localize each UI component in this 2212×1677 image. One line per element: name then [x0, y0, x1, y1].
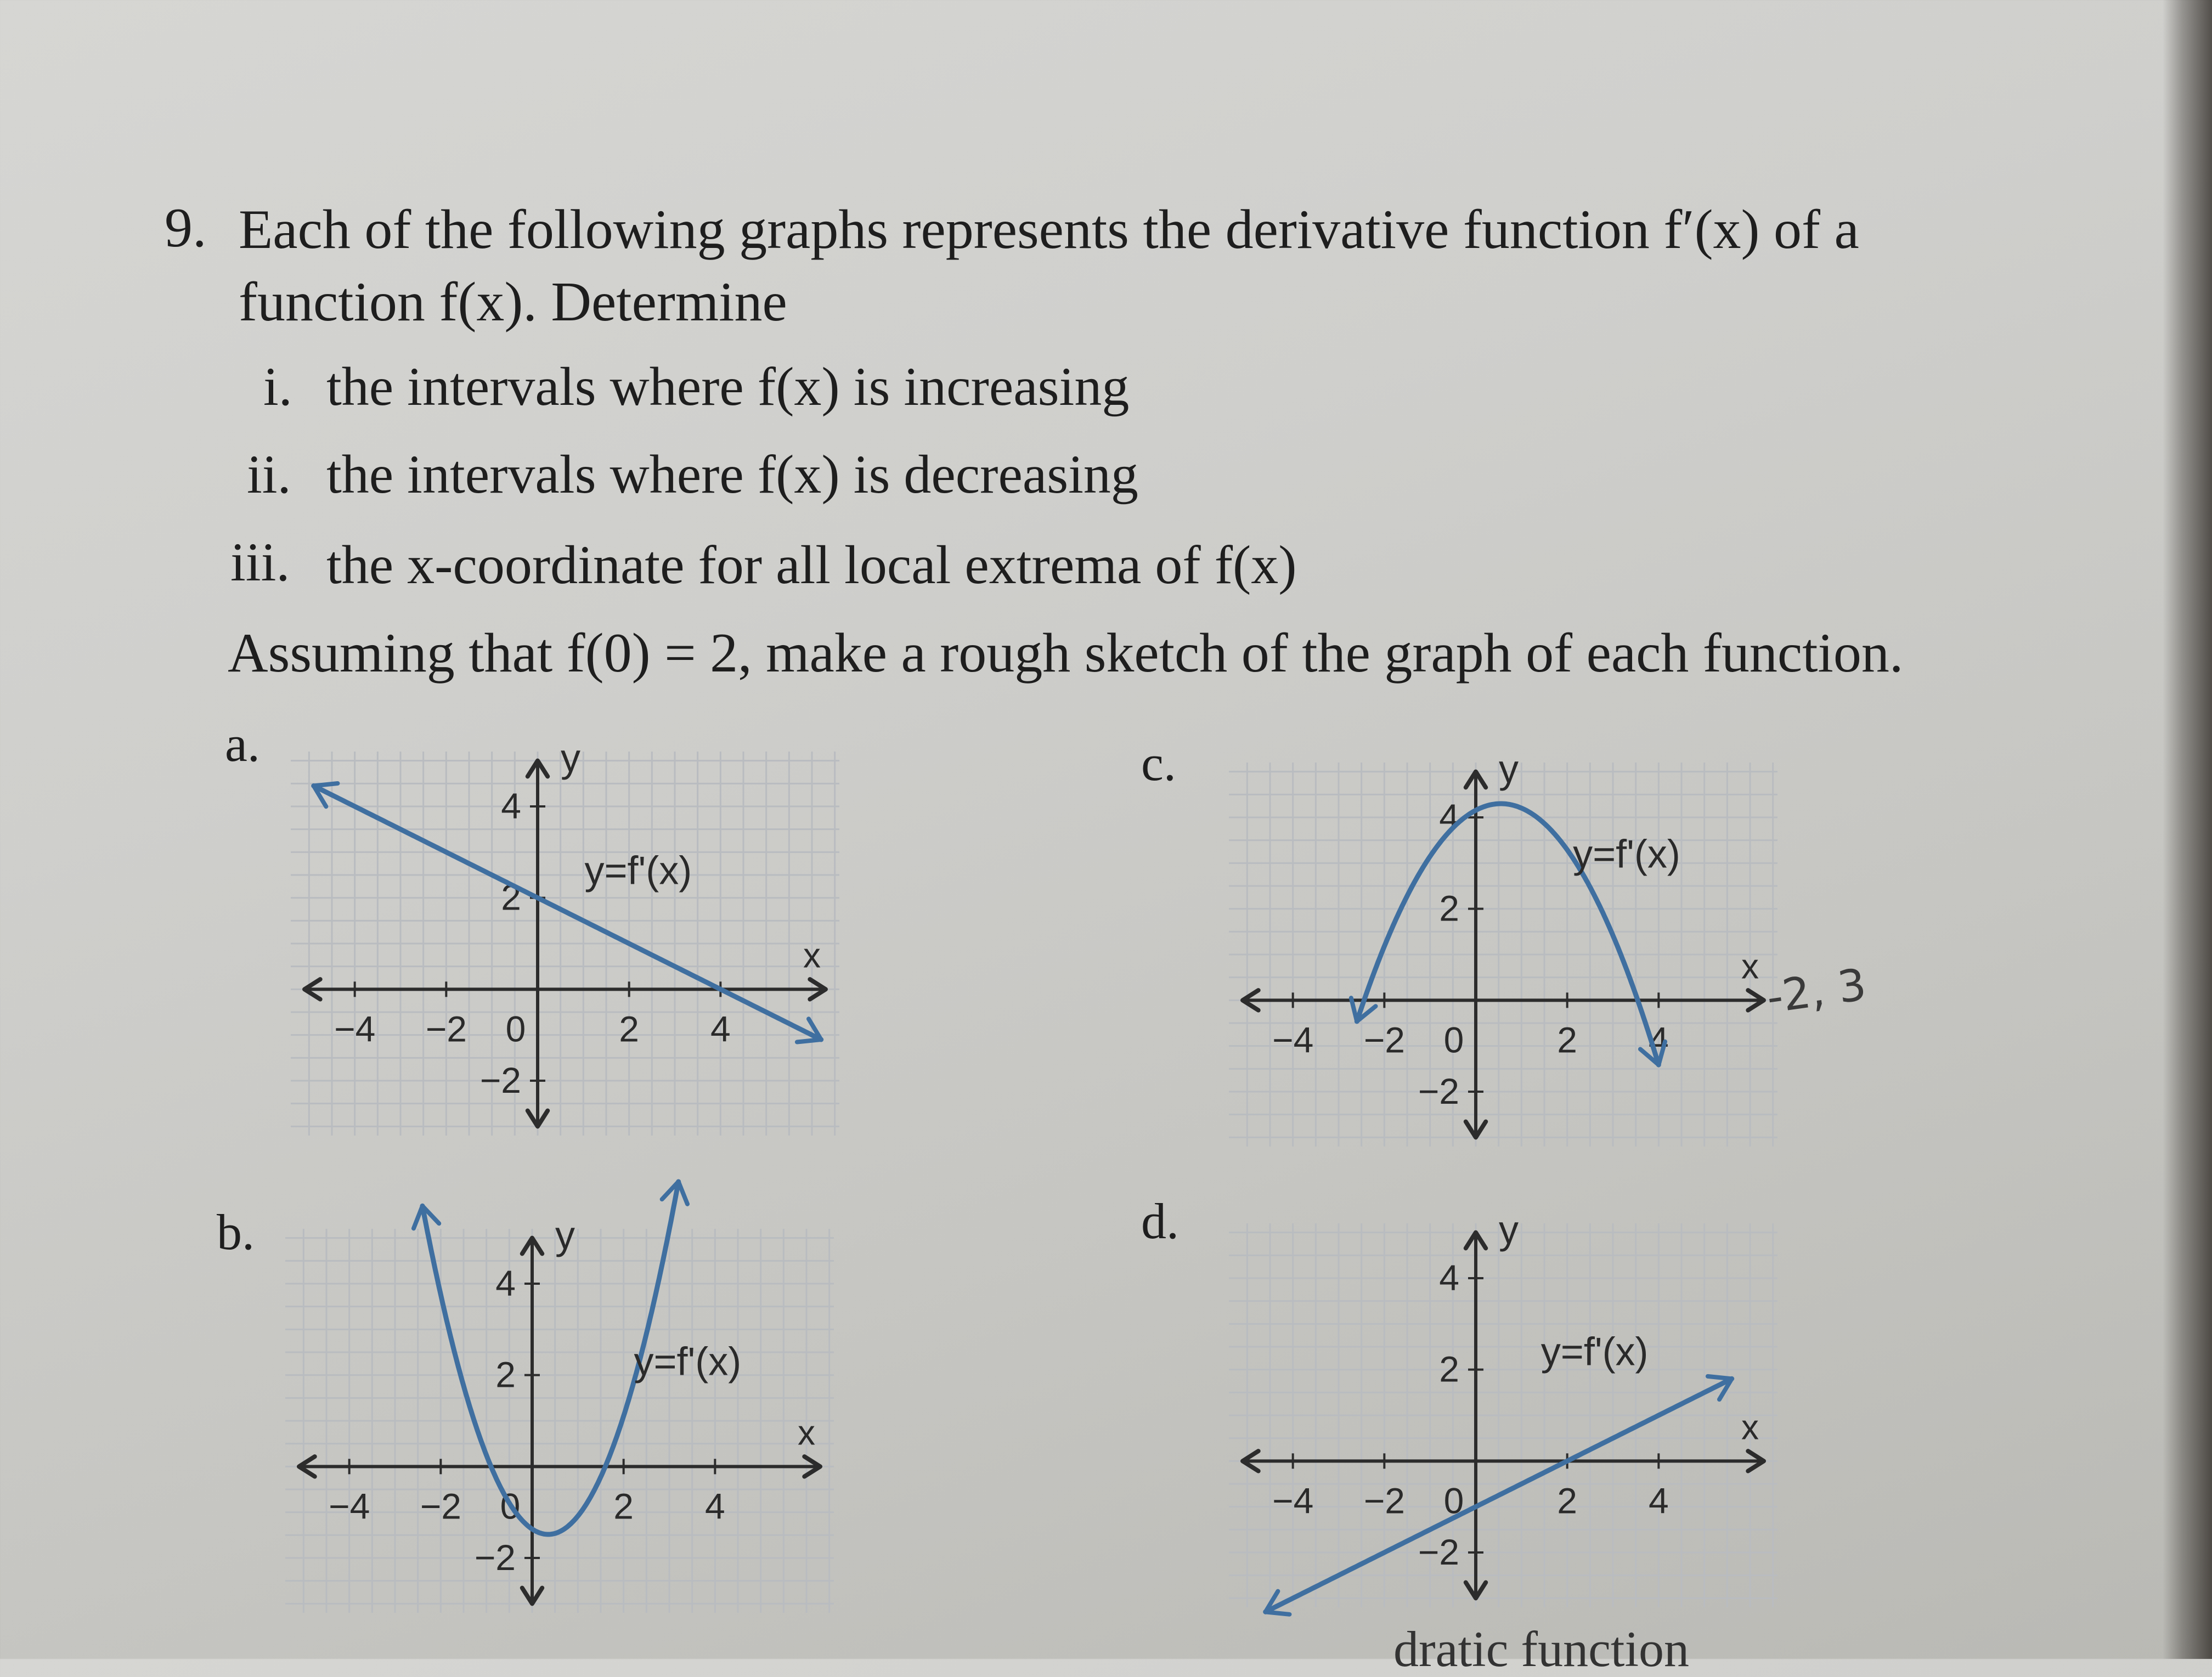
x-tick-label: 2	[1557, 1019, 1578, 1060]
graph-d	[1229, 1208, 1778, 1607]
graph-b	[285, 1213, 834, 1613]
curve-label: y=f'(x)	[1573, 832, 1680, 877]
item-iii-text: the x-coordinate for all local extrema of f(x)	[326, 534, 1297, 595]
x-tick-label: −4	[1272, 1480, 1314, 1521]
y-tick-label: 4	[1439, 1257, 1459, 1298]
y-tick-label: 4	[495, 1263, 516, 1303]
x-tick-label: 0	[505, 1008, 526, 1049]
derivative-curve	[314, 786, 821, 1040]
y-axis-label: y	[1499, 747, 1519, 792]
x-tick-label: −2	[1363, 1480, 1405, 1521]
assumption-text: Assuming that f(0) = 2, make a rough sketch of the graph of each function.	[228, 622, 1904, 684]
graph-svg-a	[291, 736, 839, 1136]
x-tick-label: 4	[710, 1008, 731, 1049]
graph-svg-d	[1229, 1208, 1778, 1607]
x-axis-label: x	[1741, 946, 1759, 986]
question-line-2: function f(x). Determine	[239, 271, 787, 333]
x-tick-label: −4	[329, 1486, 370, 1527]
x-tick-label: 0	[500, 1486, 521, 1527]
grid-lines	[1229, 1223, 1778, 1607]
y-tick-label: 4	[501, 786, 521, 826]
x-tick-label: 2	[619, 1008, 640, 1049]
graph-svg-c	[1229, 747, 1778, 1147]
graph-b-label: b.	[217, 1204, 255, 1260]
grid-lines	[291, 752, 839, 1136]
y-tick-label: 2	[1439, 1348, 1459, 1390]
curve-label: y=f'(x)	[634, 1340, 742, 1384]
item-i-number: i.	[263, 356, 292, 417]
footer-fragment: dratic function	[1393, 1621, 1690, 1677]
curve-label: y=f'(x)	[1541, 1330, 1649, 1374]
y-tick-label: −2	[1418, 1532, 1459, 1572]
x-axis-label: x	[1741, 1407, 1759, 1447]
x-tick-label: 2	[613, 1486, 634, 1527]
grid-lines	[285, 1229, 834, 1613]
x-tick-label: −4	[1272, 1019, 1314, 1060]
question-number: 9.	[165, 197, 207, 259]
graph-a	[291, 736, 839, 1136]
x-tick-label: −4	[334, 1008, 376, 1049]
x-tick-label: 4	[1648, 1480, 1669, 1521]
x-axis-label: x	[798, 1413, 815, 1453]
x-tick-label: 4	[1648, 1019, 1669, 1060]
y-axis-label: y	[1499, 1208, 1519, 1252]
x-tick-label: −2	[1363, 1019, 1405, 1060]
handwritten-note: -2, 3	[1763, 958, 1870, 1024]
y-tick-label: −2	[1418, 1071, 1459, 1111]
item-iii-number: iii.	[230, 532, 290, 592]
x-tick-label: 4	[704, 1486, 725, 1527]
y-tick-label: −2	[474, 1537, 516, 1578]
x-tick-label: 2	[1557, 1480, 1578, 1521]
graph-c-label: c.	[1141, 735, 1176, 791]
graph-a-label: a.	[225, 716, 260, 772]
page-shadow-edge	[2163, 0, 2212, 1659]
graph-svg-b	[285, 1213, 834, 1613]
graph-d-label: d.	[1141, 1193, 1179, 1249]
x-tick-label: −2	[425, 1008, 467, 1049]
item-i-text: the intervals where f(x) is increasing	[326, 356, 1130, 417]
curve-label: y=f'(x)	[584, 849, 692, 893]
item-ii-text: the intervals where f(x) is decreasing	[326, 444, 1138, 505]
y-tick-label: −2	[479, 1060, 521, 1100]
y-tick-label: 4	[1439, 797, 1459, 837]
y-tick-label: 2	[501, 877, 521, 918]
y-axis-label: y	[561, 736, 580, 781]
item-ii-number: ii.	[247, 444, 291, 505]
x-tick-label: −2	[420, 1486, 461, 1527]
x-tick-label: 0	[1443, 1019, 1464, 1060]
graph-c	[1229, 747, 1778, 1147]
x-tick-label: 0	[1443, 1480, 1464, 1521]
y-tick-label: 2	[1439, 888, 1459, 929]
question-line-1: Each of the following graphs represents the derivative function f′(x) of a	[239, 199, 1859, 261]
grid-lines	[1229, 763, 1778, 1147]
y-tick-label: 2	[495, 1354, 516, 1395]
y-axis-label: y	[555, 1213, 575, 1258]
x-axis-label: x	[803, 935, 821, 975]
